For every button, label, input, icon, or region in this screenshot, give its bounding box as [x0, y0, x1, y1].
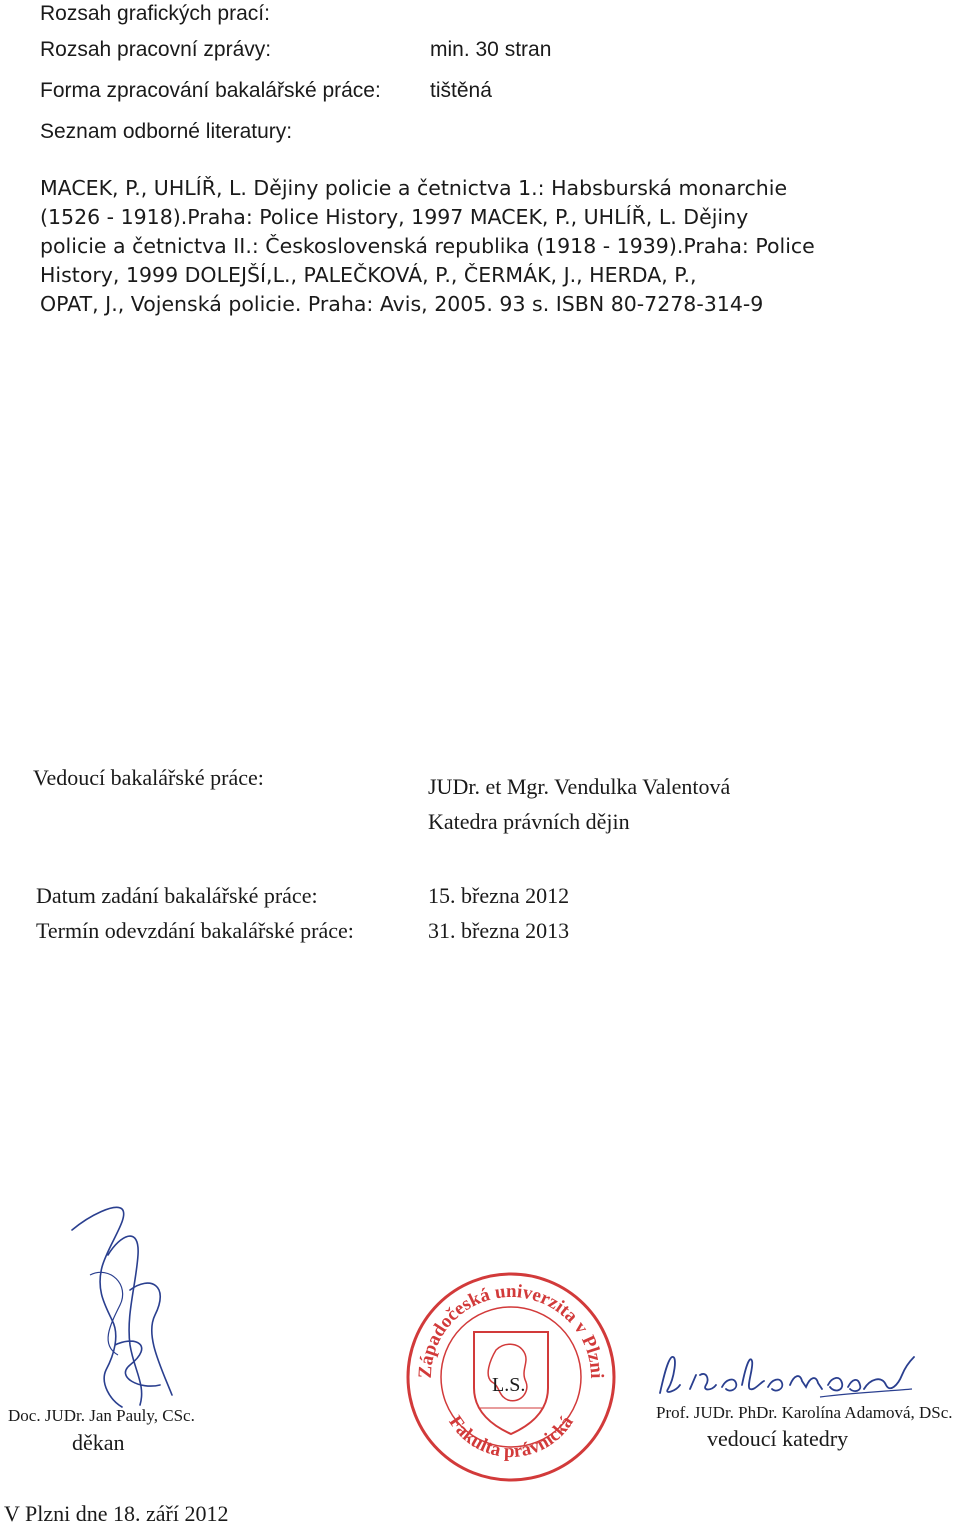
supervisor-name: JUDr. et Mgr. Vendulka Valentová — [428, 774, 731, 799]
due-date-label: Termín odevzdání bakalářské práce: — [36, 918, 354, 943]
graphics-scope-label: Rozsah grafických prací: — [40, 2, 270, 25]
supervisor-department: Katedra právních dějin — [428, 809, 630, 834]
head-signature-scribble — [650, 1345, 930, 1405]
stamp-text-top: Západočeská univerzita v Plzni — [414, 1280, 608, 1379]
stamp-text-bottom: Fakulta právnická — [444, 1412, 578, 1463]
literature-line: (1526 - 1918).Praha: Police History, 1997 MACEK, P., UHLÍŘ, L. Dějiny — [40, 205, 749, 229]
literature-line: policie a četnictva II.: Československá republika (1918 - 1939).Praha: Police — [40, 234, 815, 258]
literature-line: OPAT, J., Vojenská policie. Praha: Avis, 2005. 93 s. ISBN 80-7278-314-9 — [40, 292, 764, 316]
dean-title: děkan — [72, 1430, 125, 1455]
head-name: Prof. JUDr. PhDr. Karolína Adamová, DSc. — [656, 1403, 953, 1422]
due-date-value: 31. března 2013 — [428, 918, 570, 943]
literature-list — [40, 174, 840, 319]
place-and-date: V Plzni dne 18. září 2012 — [4, 1501, 229, 1526]
report-scope-label: Rozsah pracovní zprávy: — [40, 38, 272, 61]
head-title: vedoucí katedry — [707, 1426, 849, 1451]
thesis-form-value: tištěná — [430, 79, 492, 102]
thesis-form-label: Forma zpracování bakalářské práce: — [40, 79, 381, 102]
dean-name: Doc. JUDr. Jan Pauly, CSc. — [8, 1406, 195, 1425]
assigned-date-value: 15. března 2012 — [428, 883, 570, 908]
supervisor-label: Vedoucí bakalářské práce: — [33, 765, 264, 790]
literature-label: Seznam odborné literatury: — [40, 120, 293, 143]
literature-line: History, 1999 DOLEJŠÍ,L., PALEČKOVÁ, P., ČERMÁK, J., HERDA, P., — [40, 263, 697, 287]
dean-signature-scribble — [60, 1195, 220, 1415]
report-scope-value: min. 30 stran — [430, 38, 552, 61]
assigned-date-label: Datum zadání bakalářské práce: — [36, 883, 318, 908]
stamp-ls: L.S. — [492, 1374, 526, 1396]
literature-line: MACEK, P., UHLÍŘ, L. Dějiny policie a četnictva 1.: Habsburská monarchie — [40, 176, 788, 200]
